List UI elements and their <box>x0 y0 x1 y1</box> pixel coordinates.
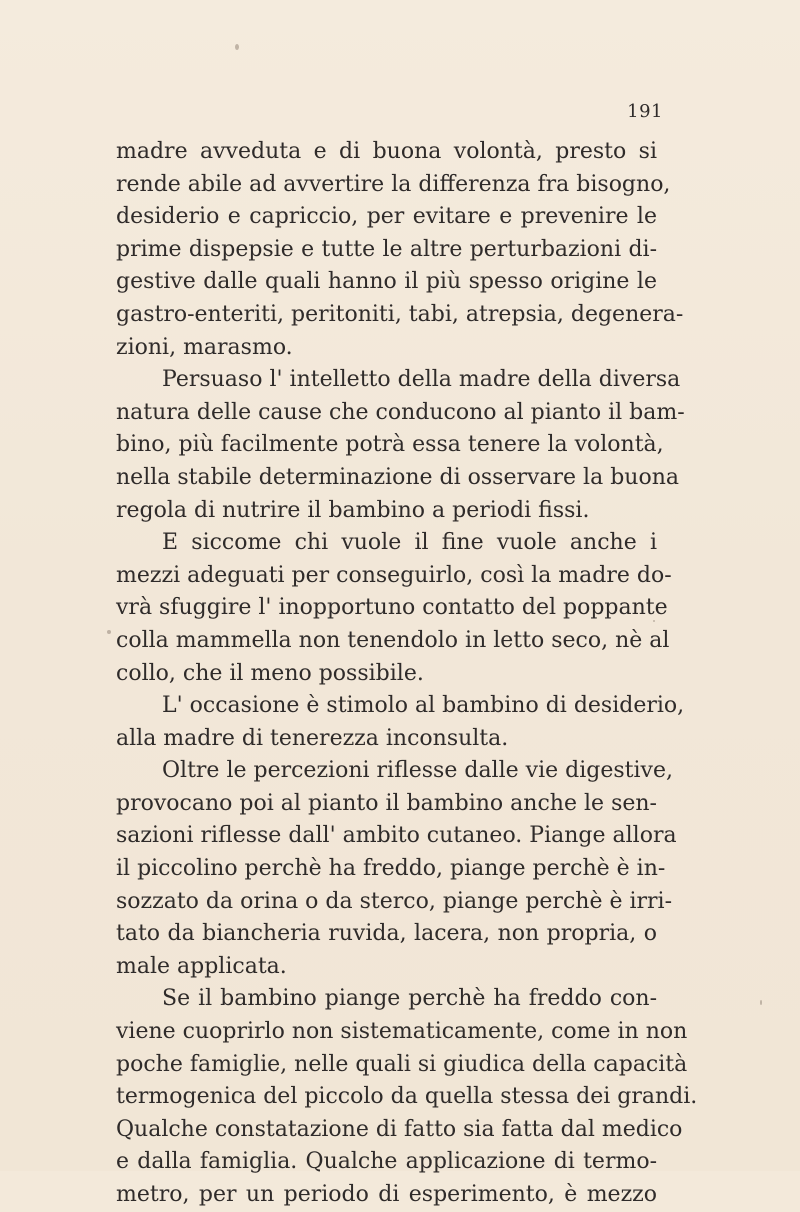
paper-speck <box>235 44 239 50</box>
text-line: alla madre di tenerezza inconsulta. <box>116 725 509 751</box>
text-line: e dalla famiglia. Qualche applicazione di termo- <box>116 1149 657 1175</box>
paper-speck <box>107 630 111 634</box>
text-line: termogenica del piccolo da quella stessa dei grandi. <box>116 1084 698 1110</box>
text-line: Qualche constatazione di fatto sia fatta dal medico <box>116 1116 683 1142</box>
paragraph-first-line: E siccome chi vuole il fine vuole anche i <box>162 530 657 556</box>
text-line: male applicata. <box>116 953 287 979</box>
paragraph-first-line: Persuaso l' intelletto della madre della diversa <box>162 367 681 393</box>
page-number: 191 <box>627 101 663 122</box>
text-line: sozzato da orina o da sterco, piange perchè è irri- <box>116 888 673 914</box>
text-line: desiderio e capriccio, per evitare e prevenire le <box>116 204 657 230</box>
text-line: bino, più facilmente potrà essa tenere la volontà, <box>116 432 664 458</box>
text-line: zioni, marasmo. <box>116 334 293 360</box>
text-line: provocano poi al pianto il bambino anche le sen- <box>116 790 657 816</box>
text-line: gestive dalle quali hanno il più spesso origine le <box>116 269 657 295</box>
text-line: natura delle cause che conducono al pianto il bam- <box>116 399 685 425</box>
text-line: prime dispepsie e tutte le altre perturbazioni di- <box>116 236 657 262</box>
text-line: tato da biancheria ruvida, lacera, non propria, o <box>116 921 657 947</box>
text-line: poche famiglie, nelle quali si giudica della capacità <box>116 1051 688 1077</box>
text-line: gastro-enteriti, peritoniti, tabi, atrepsia, degenera- <box>116 301 684 327</box>
text-line: metro, per un periodo di esperimento, è mezzo <box>116 1182 657 1207</box>
paragraph-first-line: Se il bambino piange perchè ha freddo con- <box>162 986 657 1012</box>
text-line: rende abile ad avvertire la differenza fra bisogno, <box>116 171 671 197</box>
text-line: vrà sfuggire l' inopportuno contatto del poppante <box>116 595 668 621</box>
paper-speck <box>653 620 655 622</box>
paragraph-first-line: L' occasione è stimolo al bambino di desiderio, <box>162 693 685 719</box>
text-line: collo, che il meno possibile. <box>116 660 424 686</box>
paper-speck <box>760 1000 762 1005</box>
paragraph-first-line: Oltre le percezioni riflesse dalle vie digestive, <box>162 758 673 784</box>
text-line: colla mammella non tenendolo in letto seco, nè al <box>116 627 670 653</box>
text-line: il piccolino perchè ha freddo, piange perchè è in- <box>116 856 666 882</box>
text-line: mezzi adeguati per conseguirlo, così la madre do- <box>116 562 672 588</box>
body-text <box>116 136 698 1212</box>
text-line: sazioni riflesse dall' ambito cutaneo. Piange allora <box>116 823 677 849</box>
text-line: nella stabile determinazione di osservare la buona <box>116 464 679 490</box>
text-line: regola di nutrire il bambino a periodi fissi. <box>116 497 590 523</box>
text-line: viene cuoprirlo non sistematicamente, come in non <box>116 1019 688 1045</box>
text-line: madre avveduta e di buona volontà, presto si <box>116 139 657 164</box>
